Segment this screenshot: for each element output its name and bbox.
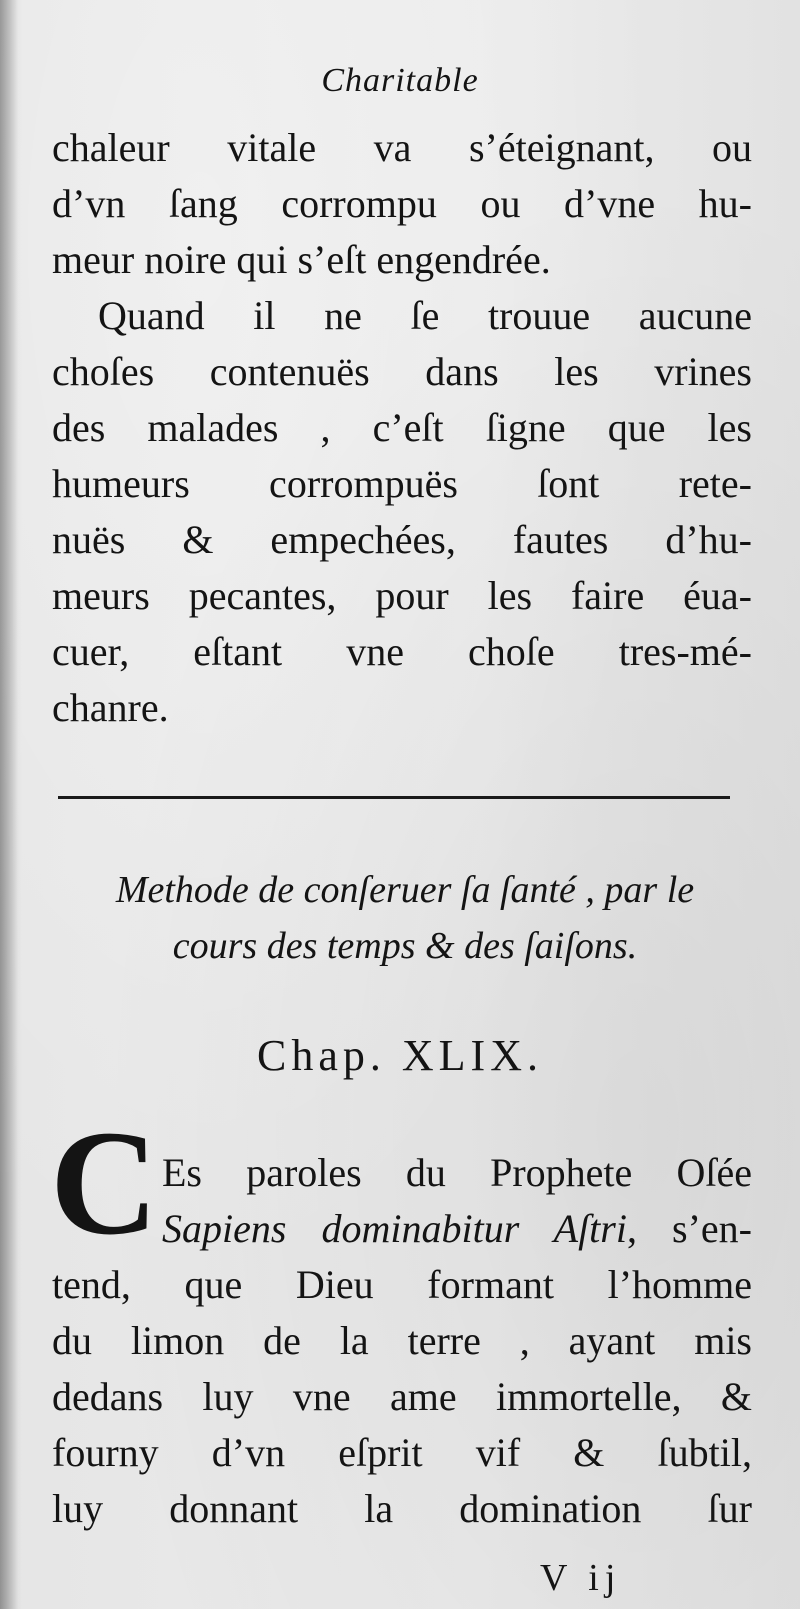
- text-line: meur noire qui s’eſt engendrée.: [52, 237, 551, 282]
- text-line: du limon de la terre , ayant mis: [52, 1318, 752, 1363]
- text-line-mixed: [52, 1201, 752, 1257]
- text-line: chanre.: [52, 685, 169, 730]
- text-line: dedans luy vne ame immortelle, &: [52, 1374, 752, 1419]
- signature-mark: V ij: [540, 1557, 622, 1599]
- chapter-title: [50, 862, 760, 974]
- text-run: , s’en-: [626, 1206, 752, 1251]
- latin-quote: Sapiens dominabitur Aſtri: [162, 1206, 627, 1251]
- paragraph-bottom: [52, 1145, 752, 1537]
- section-rule: [58, 796, 730, 799]
- text-line: choſes contenuës dans les vrines: [52, 349, 752, 394]
- text-line: humeurs corrompuës ſont rete-: [52, 461, 752, 506]
- gutter-shadow: [0, 0, 18, 1609]
- chapter-number: Chap. XLIX.: [257, 1031, 543, 1080]
- text-line: meurs pecantes, pour les faire éua-: [52, 573, 752, 618]
- text-line: Es paroles du Prophete Oſée: [162, 1150, 752, 1195]
- chapter-title-line: Methode de conſeruer ſa ſanté , par le: [115, 869, 695, 911]
- running-head: Charitable: [321, 62, 479, 99]
- text-line: cuer, eſtant vne choſe tres-mé-: [52, 629, 752, 674]
- paragraph-top: [52, 120, 752, 736]
- text-line: Quand il ne ſe trouue aucune: [98, 293, 752, 338]
- text-line: tend, que Dieu formant l’homme: [52, 1262, 752, 1307]
- text-line: d’vn ſang corrompu ou d’vne hu-: [52, 181, 752, 226]
- chapter-title-line: cours des temps & des ſaiſons.: [172, 925, 638, 967]
- text-line: luy donnant la domination ſur: [52, 1486, 752, 1531]
- text-line: chaleur vitale va s’éteignant, ou: [52, 125, 752, 170]
- text-line: des malades , c’eſt ſigne que les: [52, 405, 752, 450]
- text-line: nuës & empechées, fautes d’hu-: [52, 517, 752, 562]
- drop-cap: C: [50, 1100, 159, 1266]
- text-line: fourny d’vn eſprit vif & ſubtil,: [52, 1430, 752, 1475]
